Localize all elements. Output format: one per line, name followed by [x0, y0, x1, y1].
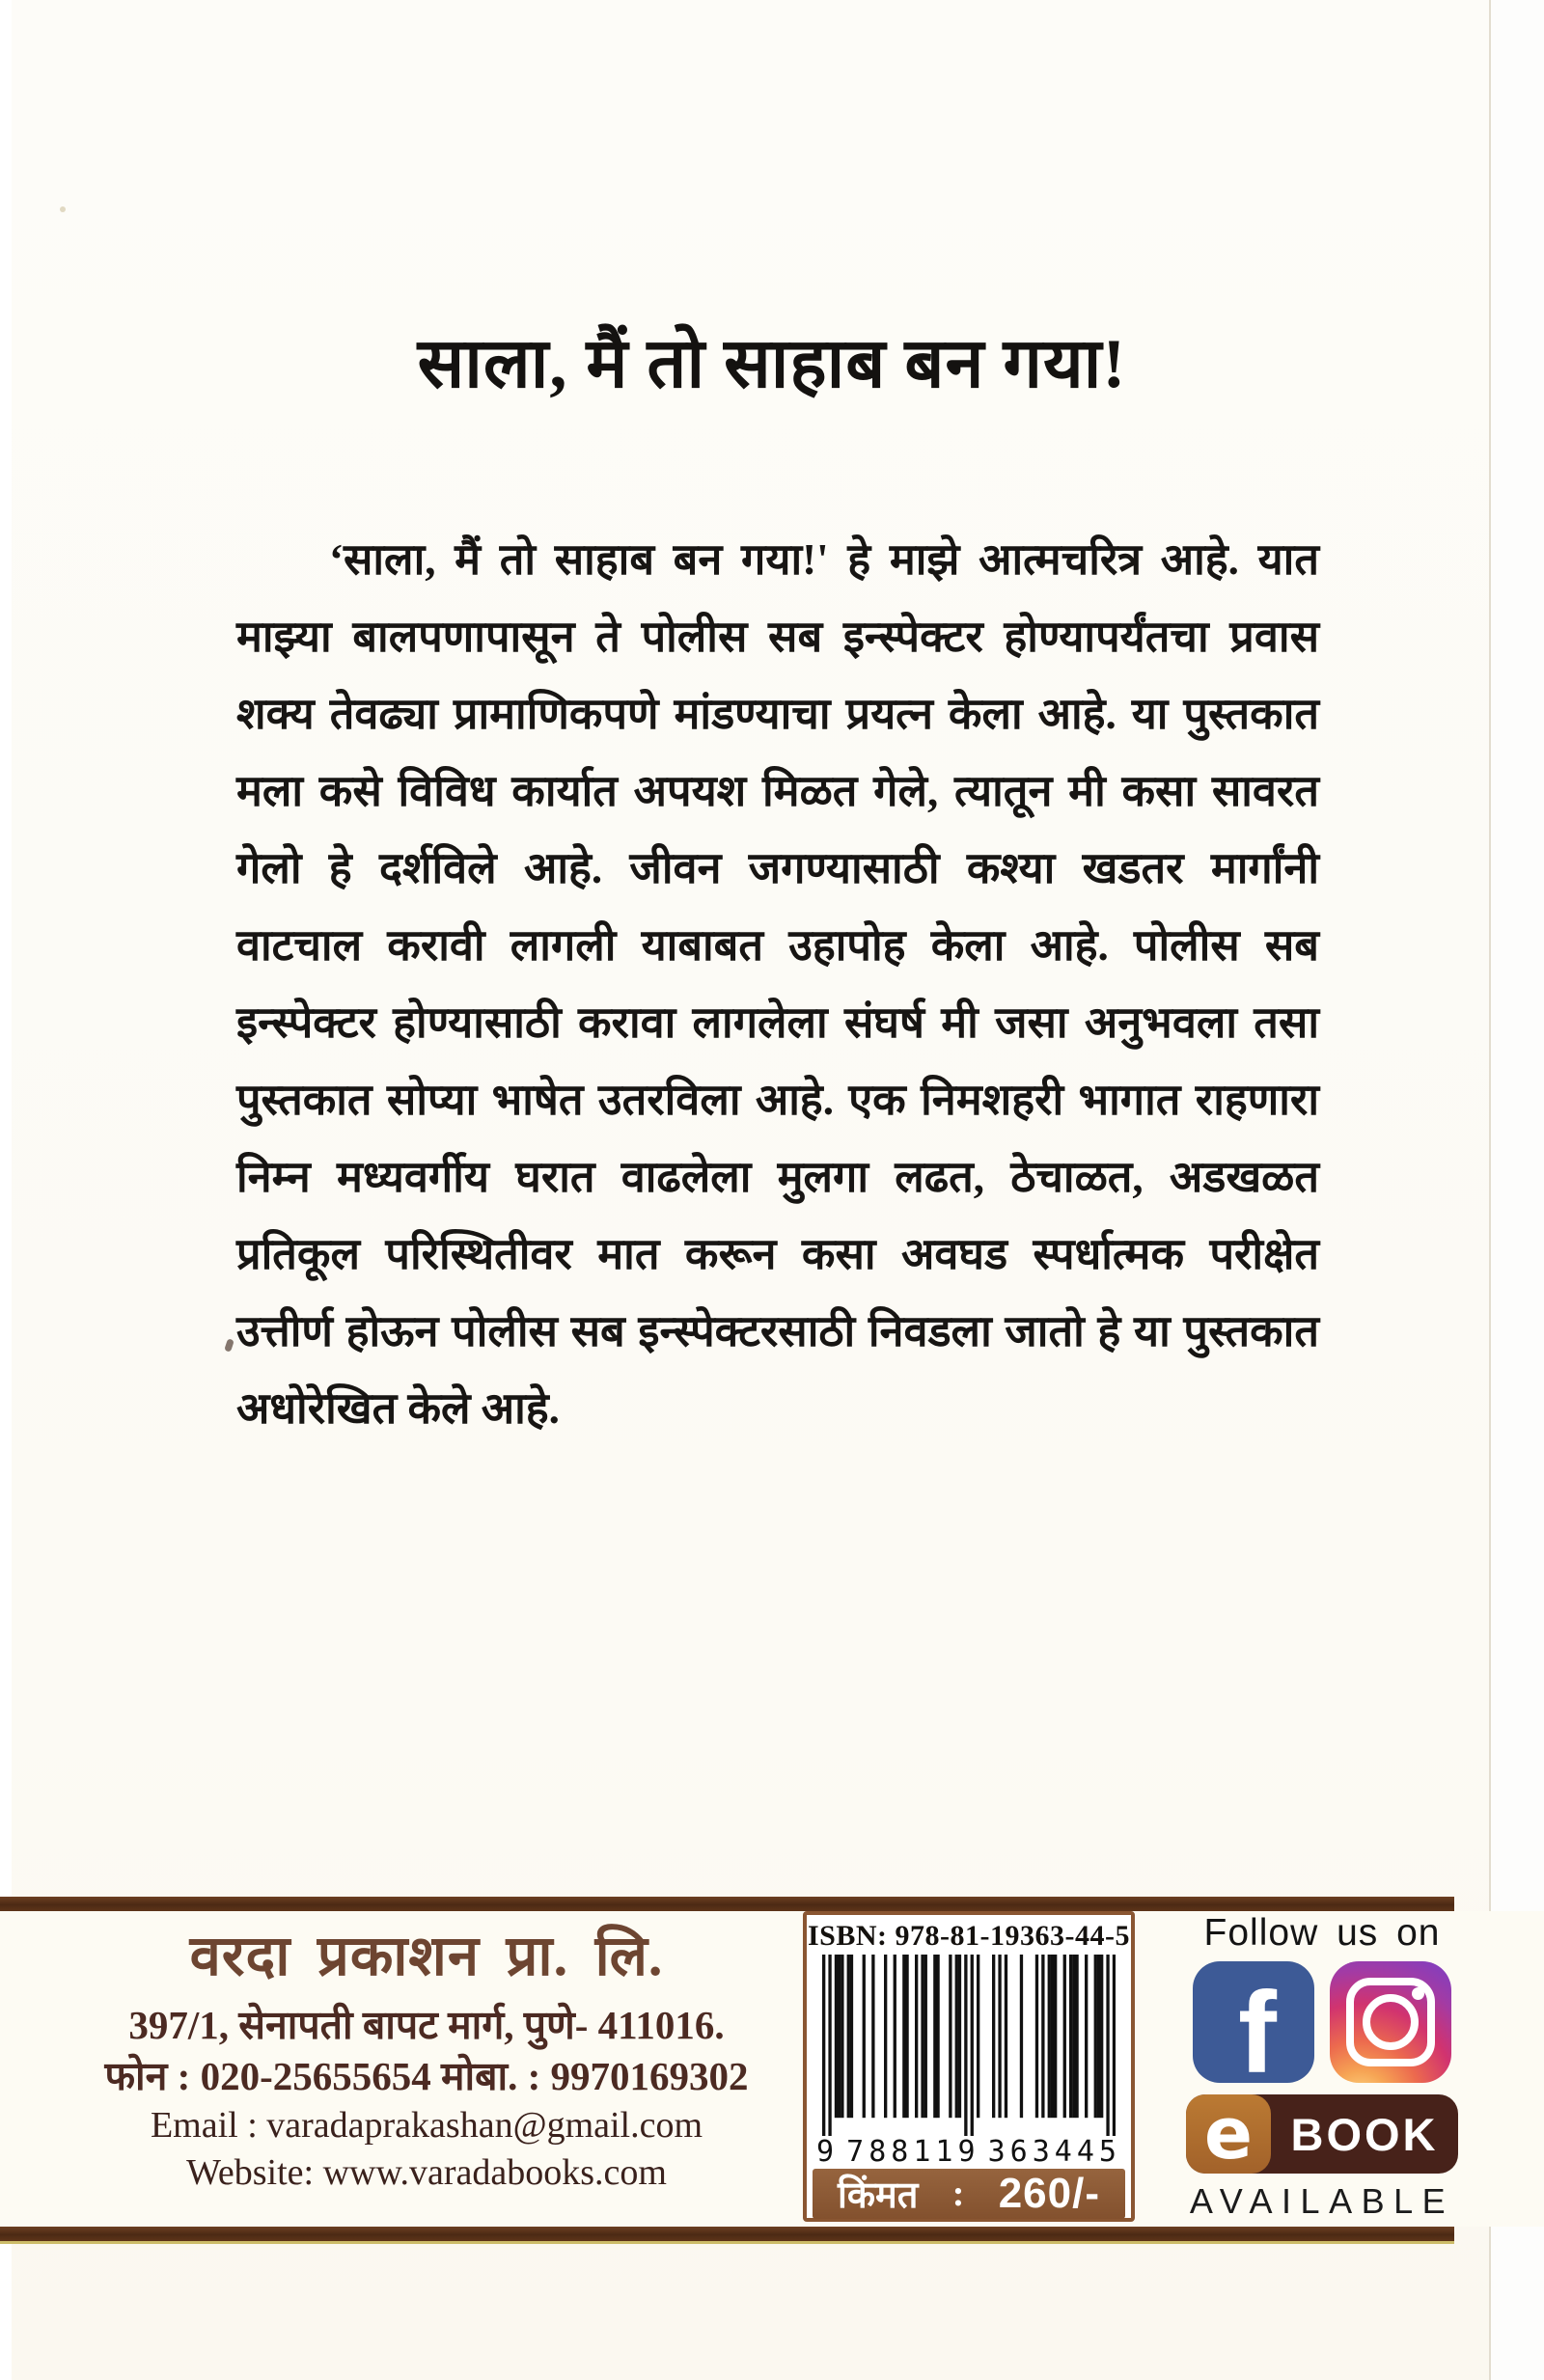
publisher-email: Email : varadaprakashan@gmail.com — [150, 2105, 703, 2146]
publisher-name: वरदा प्रकाशन प्रा. लि. — [189, 1925, 664, 1987]
publisher-website: Website: www.varadabooks.com — [186, 2152, 667, 2193]
follow-us-label: Follow us on — [1203, 1912, 1441, 1954]
barcode-digit-group: 788119 — [846, 2134, 980, 2169]
ebook-book-label: BOOK — [1290, 2108, 1439, 2160]
barcode-digit-group: 9 — [816, 2134, 840, 2169]
book-title: साला, मैं तो साहाब बन गया! — [417, 325, 1127, 402]
book-blurb: ‘साला, मैं तो साहाब बन गया!' हे माझे आत्मचरित्र आहे. यात माझ्या बालपणापासून ते पोलीस सब इन्स्पेक्टर होण्यापर्यंतचा प्रवास शक्य तेवढ्या प्रामाणिकपणे मांडण्याचा प्रयत्न केला आहे. या पुस्तकात मला कसे विविध कार्यात अपयश मिळत गेले, त्यातून मी कसा सावरत गेलो हे दर्शविले आहे. जीवन जगण्यासाठी कश्या खडतर मार्गांनी वाटचाल करावी लागली याबाबत उहापोह केला आहे. पोलीस सब इन्स्पेक्टर होण्यासाठी करावा लागलेला संघर्ष मी जसा अनुभवला तसा पुस्तकात सोप्या भाषेत उतरविला आहे. एक निमशहरी भागात राहणारा निम्न मध्यवर्गीय घरात वाढलेला मुलगा लढत, ठेचाळत, अडखळत प्रतिकूल परिस्थितीवर मात करून कसा अवघड स्पर्धात्मक परीक्षेत उत्तीर्ण होऊन पोलीस सब इन्स्पेक्टरसाठी निवडला जातो हे या पुस्तकात अधोरेखित केले आहे. — [236, 535, 1319, 1433]
isbn-panel — [803, 1911, 1135, 2222]
ean13-barcode — [822, 1955, 1116, 2136]
divider-bottom — [0, 2227, 1454, 2244]
instagram-camera-flash-dot — [1412, 1987, 1424, 2000]
social-block — [1183, 1911, 1461, 2222]
instagram-camera-lens — [1363, 1994, 1419, 2050]
divider-top — [0, 1897, 1454, 1911]
scan-speck — [224, 1338, 234, 1353]
scan-speck — [60, 206, 66, 212]
facebook-icon — [1193, 1961, 1314, 2083]
isbn-number: ISBN: 978-81-19363-44-5 — [808, 1920, 1130, 1952]
barcode-digits — [807, 2136, 1131, 2167]
publisher-address: 397/1, सेनापती बापट मार्ग, पुणे- 411016. — [128, 2003, 725, 2047]
publisher-phone: फोन : 020-25655654 मोबा. : 9970169302 — [104, 2054, 749, 2098]
instagram-icon — [1330, 1961, 1451, 2083]
facebook-f-glyph: f — [1238, 1968, 1277, 2083]
barcode-digit-group: 363445 — [987, 2134, 1121, 2169]
footer-band — [0, 1911, 1544, 2227]
price-value: 260/- — [998, 2170, 1100, 2217]
ebook-badge — [1186, 2094, 1458, 2174]
social-icons-row — [1183, 1961, 1461, 2083]
price-label: किंमत — [838, 2175, 919, 2216]
ebook-e-icon: e — [1186, 2094, 1271, 2174]
price-strip — [813, 2169, 1125, 2219]
publisher-block — [46, 1923, 807, 2197]
price-colon: : — [951, 2174, 965, 2214]
ebook-available-label: AVAILABLE — [1189, 2181, 1455, 2221]
